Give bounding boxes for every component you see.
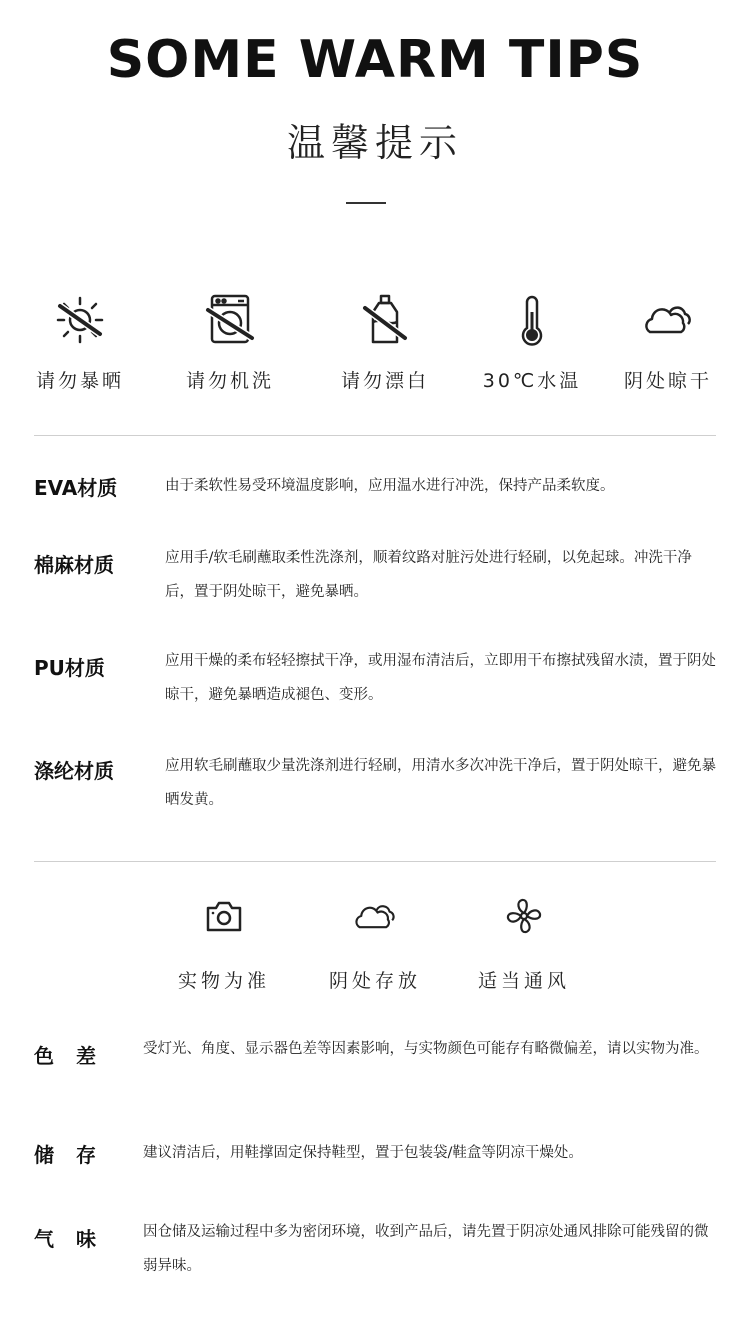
fan-icon [504,896,544,936]
material-label-cotton-linen: 棉麻材质 [34,553,114,577]
care-item-no-bleach [315,292,455,393]
note-label-storage: 储存 [34,1143,118,1167]
cloud-icon [640,292,696,348]
storage-label-ventilation: 适当通风 [477,970,570,992]
care-icons-row [0,292,750,402]
care-item-shade-dry [598,292,738,393]
care-item-no-machine-wash [160,292,300,393]
no-machine-wash-icon [202,292,258,348]
title-dash-divider [346,202,386,204]
note-label-odor: 气味 [34,1227,118,1251]
no-sun-icon [52,292,108,348]
storage-item-ventilation [444,896,604,993]
care-label-no-machine-wash: 请勿机洗 [185,370,274,392]
note-label-color-difference: 色差 [34,1044,118,1068]
material-text-pu: 应用干燥的柔布轻轻擦拭干净，或用湿布清洁后，立即用干布擦拭残留水渍，置于阴处晾干，避免暴晒造成褪色、变形。 [165,653,716,703]
care-item-water-temp [462,292,602,393]
divider-middle [34,861,716,862]
title-cn: 温馨提示 [286,121,463,165]
storage-label-actual-product: 实物为准 [177,970,270,992]
care-label-no-bleach: 请勿漂白 [340,370,429,392]
note-text-storage: 建议清洁后，用鞋撑固定保持鞋型，置于包装袋/鞋盒等阴凉干燥处。 [143,1145,583,1161]
note-text-odor: 因仓储及运输过程中多为密闭环境，收到产品后，请先置于阴凉处通风排除可能残留的微弱异味。 [143,1224,709,1274]
material-text-polyester: 应用软毛刷蘸取少量洗涤剂进行轻刷，用清水多次冲洗干净后，置于阴处晾干，避免暴晒发黄。 [165,758,716,808]
care-label-shade-dry: 阴处晾干 [623,370,712,392]
material-label-polyester: 涤纶材质 [34,759,114,783]
care-item-no-sun [10,292,150,393]
camera-icon [202,896,246,936]
care-label-no-sun: 请勿暴晒 [35,370,124,392]
storage-label-shade-storage: 阴处存放 [328,970,421,992]
storage-icons-row [0,896,750,996]
care-label-water-temp: 30℃水温 [482,370,582,392]
storage-item-actual-product [144,896,304,993]
divider-top [34,435,716,436]
thermometer-icon [504,292,560,348]
title-en: SOME WARM TIPS [106,30,644,90]
no-bleach-icon [357,292,413,348]
note-text-color-difference: 受灯光、角度、显示器色差等因素影响，与实物颜色可能存有略微偏差，请以实物为准。 [143,1041,709,1057]
material-label-eva: EVA材质 [34,476,118,500]
storage-item-shade-storage [295,896,455,993]
material-text-eva: 由于柔软性易受环境温度影响，应用温水进行冲洗，保持产品柔软度。 [165,478,615,494]
cloud-icon [351,896,399,936]
material-label-pu: PU材质 [34,656,105,680]
material-text-cotton-linen: 应用手/软毛刷蘸取柔性洗涤剂，顺着纹路对脏污处进行轻刷，以免起球。冲洗干净后，置于阴处晾干，避免暴晒。 [165,550,692,600]
